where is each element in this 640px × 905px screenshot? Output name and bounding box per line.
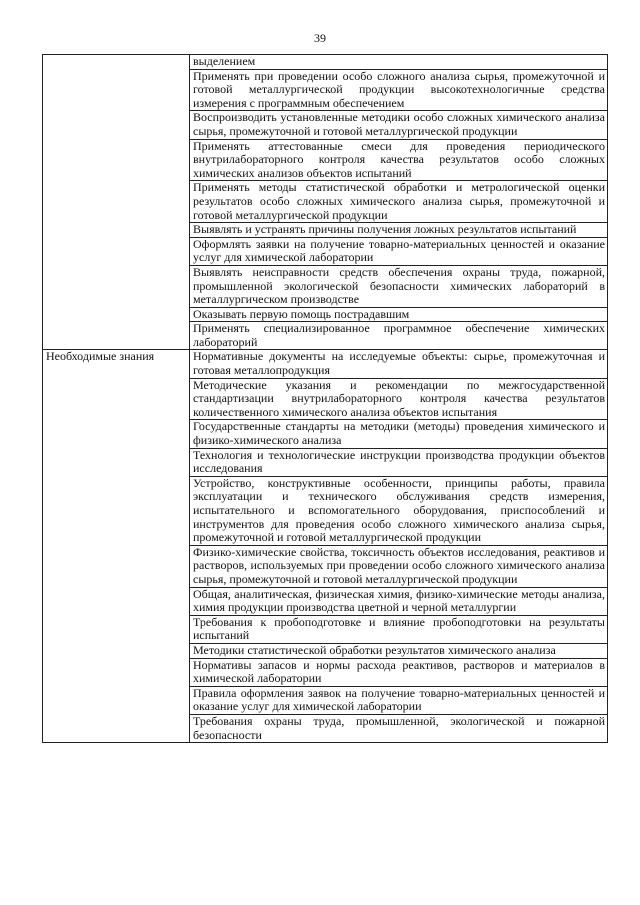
skill-item: Применять специализированное программное обеспечение химических лабораторий [190,322,608,350]
knowledge-item: Правила оформления заявок на получение товарно-материальных ценностей и оказание услуг для химической лаборатории [190,686,608,714]
skill-item: Применять при проведении особо сложного анализа сырья, промежуточной и готовой металлургической продукции высокотехнологичные средства измерения с программным обеспечением [190,69,608,111]
knowledge-item: Требования охраны труда, промышленной, экологической и пожарной безопасности [190,714,608,742]
knowledge-item: Нормативы запасов и нормы расхода реактивов, растворов и материалов в химической лаборатории [190,658,608,686]
skills-label-cell [43,55,190,350]
knowledge-item: Технология и технологические инструкции производства продукции объектов исследования [190,448,608,476]
knowledge-item: Физико-химические свойства, токсичность объектов исследования, реактивов и растворов, используемых при проведении особо сложного химического анализа сырья, промежуточной и готовой металлургической продукции [190,545,608,587]
knowledge-item: Государственные стандарты на методики (методы) проведения химического и физико-химического анализа [190,420,608,448]
skill-item: Оказывать первую помощь пострадавшим [190,307,608,322]
requirements-table [42,54,608,743]
table-row [43,350,608,378]
page-number: 39 [314,31,326,45]
skill-item: Применять аттестованные смеси для проведения периодического внутрилабораторного контроля качества результатов особо сложных химических анализов объектов испытаний [190,139,608,181]
knowledge-item: Общая, аналитическая, физическая химия, физико-химические методы анализа, химия продукции производства цветной и черной металлургии [190,587,608,615]
knowledge-label: Необходимые знания [43,350,190,743]
table-row [43,55,608,70]
knowledge-item: Нормативные документы на исследуемые объекты: сырье, промежуточная и готовая металлопродукция [190,350,608,378]
knowledge-item: Методики статистической обработки результатов химического анализа [190,643,608,658]
skill-item: Применять методы статистической обработки и метрологической оценки результатов особо сложных химического анализа сырья, промежуточной и готовой металлургической продукции [190,181,608,223]
knowledge-item: Требования к пробоподготовке и влияние пробоподготовки на результаты испытаний [190,615,608,643]
skill-item: Оформлять заявки на получение товарно-материальных ценностей и оказание услуг для химической лаборатории [190,237,608,265]
skill-item: Выявлять неисправности средств обеспечения охраны труда, пожарной, промышленной экологической безопасности химических лабораторий в металлургическом производстве [190,265,608,307]
knowledge-item: Методические указания и рекомендации по межгосударственной стандартизации внутрилабораторного контроля качества результатов количественного химического анализа объектов испытания [190,378,608,420]
knowledge-item: Устройство, конструктивные особенности, принципы работы, правила эксплуатации и технического обслуживания средств измерения, испытательного и вспомогательного оборудования, приспособлений и инструментов для проведения особо сложного химического анализа сырья, промежуточной и готовой металлургической продукции [190,476,608,545]
skill-item: Выявлять и устранять причины получения ложных результатов испытаний [190,223,608,238]
skill-item: Воспроизводить установленные методики особо сложных химического анализа сырья, промежуточной и готовой металлургической продукции [190,111,608,139]
skill-item: выделением [190,55,608,70]
